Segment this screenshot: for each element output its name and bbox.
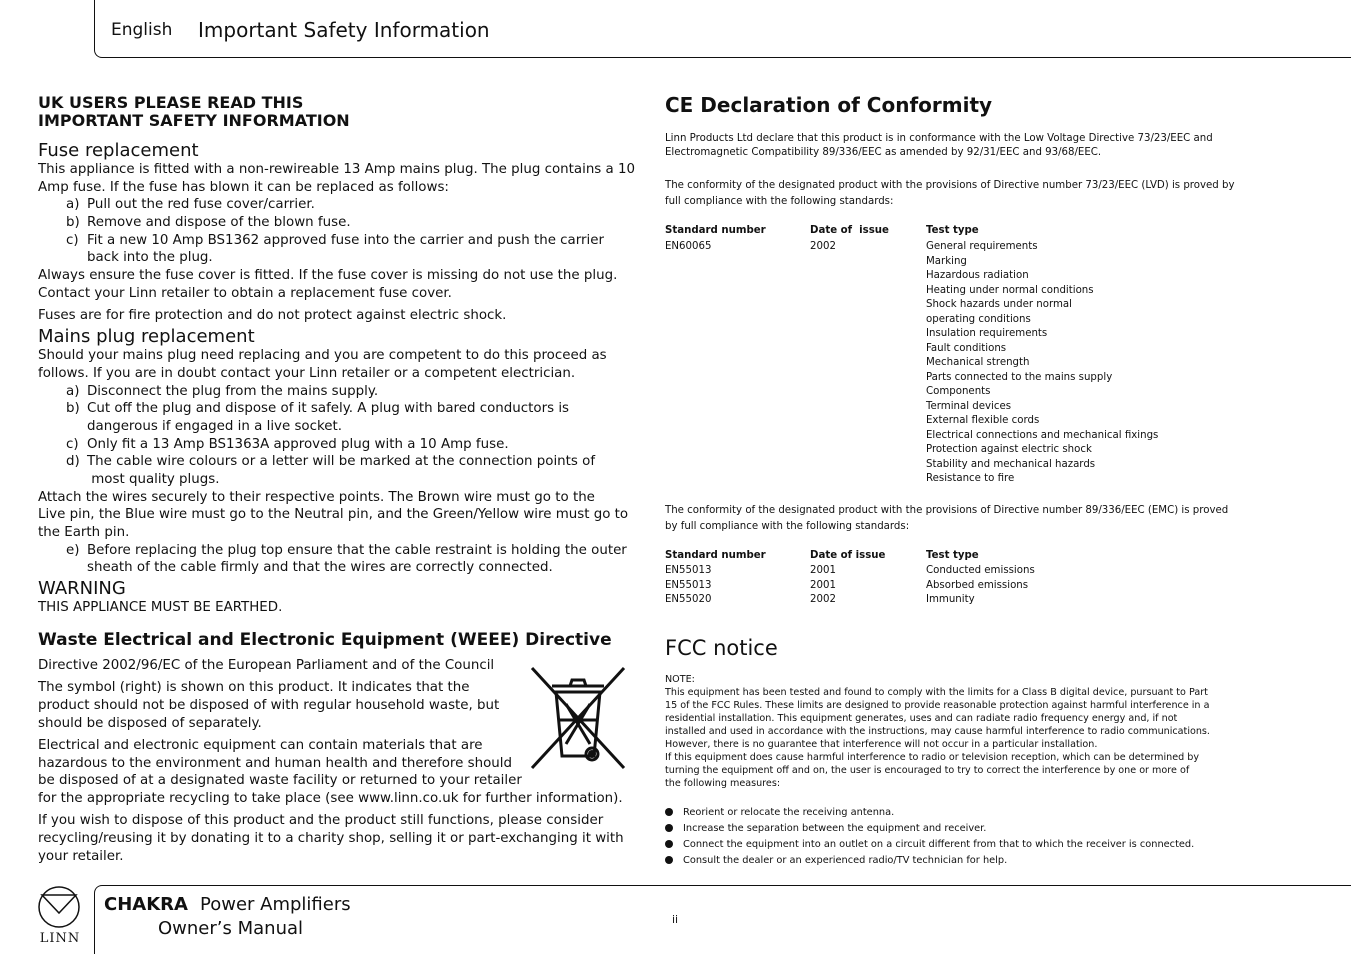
fcc-line: residential installation. This equipment generates, uses and can radiate radio frequency energy and, if not — [665, 713, 1178, 724]
footer-manual: Owner’s Manual — [158, 918, 304, 939]
uk-heading-line2: IMPORTANT SAFETY INFORMATION — [38, 111, 350, 130]
crossed-out-wheelie-bin-icon — [528, 664, 628, 774]
bullet-dot-icon — [665, 824, 673, 832]
lvd-test-item: Fault conditions — [926, 342, 1007, 354]
lvd-test-item: Shock hazards under normal — [926, 299, 1072, 310]
fcc-line: If this equipment does cause harmful interference to radio or television reception, which can be determined by — [665, 752, 1200, 763]
mains-step-d-text-1: The cable wire colours or a letter will be marked at the connection points of — [87, 454, 596, 469]
fcc-bullet-text: Connect the equipment into an outlet on a circuit different from that to which the receiver is connected. — [683, 839, 1195, 850]
footer-product: Power Amplifiers — [200, 894, 351, 915]
mains-step-b-text-2: dangerous if engaged in a live socket. — [87, 419, 343, 434]
header-language: English — [111, 20, 173, 40]
lvd-test-item: Heating under normal conditions — [926, 284, 1094, 296]
bullet-dot-icon — [665, 856, 673, 864]
emc-row-date: 2001 — [810, 565, 836, 576]
lvd-header-date: Date of issue — [810, 225, 889, 236]
emc-text-2: by full compliance with the following standards: — [665, 521, 910, 532]
weee-elec-3: be disposed of at a designated waste facility or returned to your retailer — [38, 773, 522, 788]
fcc-line: 15 of the FCC Rules. These limits are designed to provide reasonable protection against harmful interference in a — [665, 700, 1210, 711]
fcc-line: the following measures: — [665, 778, 781, 789]
step-e-text-1: Before replacing the plug top ensure that the cable restraint is holding the outer — [87, 543, 627, 558]
weee-elec-1: Electrical and electronic equipment can contain materials that are — [38, 738, 483, 753]
ce-heading: CE Declaration of Conformity — [665, 93, 993, 117]
fcc-line: installed and used in accordance with the instructions, may cause harmful interference to radio communications. — [665, 726, 1210, 737]
emc-row-standard: EN55013 — [665, 565, 712, 576]
lvd-test-item: Resistance to fire — [926, 473, 1015, 484]
emc-row-date: 2001 — [810, 579, 836, 591]
weee-dispose-3: your retailer. — [38, 849, 124, 864]
emc-row-test: Immunity — [926, 594, 975, 605]
lvd-test-item: Insulation requirements — [926, 328, 1048, 339]
fcc-bullet-item — [665, 854, 1007, 867]
emc-text-1: The conformity of the designated product with the provisions of Directive number 89/336/EEC (EMC) is proved — [665, 505, 1229, 516]
fcc-bullet-text: Reorient or relocate the receiving antenna. — [683, 807, 895, 818]
emc-row-date: 2002 — [810, 594, 836, 605]
fcc-bullet-text: Consult the dealer or an experienced radio/TV technician for help. — [683, 855, 1008, 866]
mains-step-a-text: Disconnect the plug from the mains supply. — [87, 384, 379, 399]
step-e-text-2: sheath of the cable firmly and that the wires are correctly connected. — [87, 560, 553, 575]
lvd-header-standard: Standard number — [665, 225, 766, 236]
fuse-step-b-text: Remove and dispose of the blown fuse. — [87, 215, 351, 230]
lvd-test-item: Marking — [926, 255, 967, 267]
weee-elec-4: for the appropriate recycling to take place (see www.linn.co.uk for further information). — [38, 791, 623, 806]
warning-heading: WARNING — [38, 578, 126, 599]
mains-step-d-text-2: most quality plugs. — [87, 472, 220, 487]
lvd-header-test: Test type — [926, 225, 979, 236]
linn-logo-text: LINN — [39, 931, 81, 946]
mains-step-d-marker: d) — [66, 454, 80, 469]
lvd-date: 2002 — [810, 241, 836, 252]
attach-2: Live pin, the Blue wire must go to the Neutral pin, and the Green/Yellow wire must go to — [38, 507, 629, 522]
lvd-test-item: External flexible cords — [926, 415, 1040, 426]
mains-step-c-marker: c) — [66, 437, 79, 452]
emc-header-standard: Standard number — [665, 550, 766, 561]
emc-row-test: Conducted emissions — [926, 565, 1035, 576]
ce-intro-1: Linn Products Ltd declare that this product is in conformance with the Low Voltage Directive 73/23/EEC and — [665, 133, 1213, 144]
weee-symbol-1: The symbol (right) is shown on this product. It indicates that the — [38, 680, 470, 695]
fcc-bullet-text: Increase the separation between the equipment and receiver. — [683, 823, 987, 834]
lvd-test-item: Parts connected to the mains supply — [926, 371, 1113, 383]
page-number: ii — [672, 913, 679, 926]
ce-intro-2: Electromagnetic Compatibility 89/336/EEC as amended by 92/31/EEC and 93/68/EEC. — [665, 147, 1102, 158]
fcc-line: This equipment has been tested and found to comply with the limits for a Class B digital device, pursuant to Part — [665, 687, 1208, 698]
lvd-test-item: Mechanical strength — [926, 357, 1030, 368]
lvd-text-2: full compliance with the following standards: — [665, 196, 894, 207]
emc-header-test: Test type — [926, 550, 979, 561]
weee-heading: Waste Electrical and Electronic Equipment (WEEE) Directive — [38, 630, 612, 650]
lvd-test-item: Stability and mechanical hazards — [926, 458, 1096, 470]
mains-intro-2: follows. If you are in doubt contact your Linn retailer or a competent electrician. — [38, 366, 576, 381]
bullet-dot-icon — [665, 840, 673, 848]
fcc-line: However, there is no guarantee that interference will not occur in a particular installation. — [665, 739, 1098, 750]
lvd-test-item: Electrical connections and mechanical fixings — [926, 429, 1159, 441]
mains-heading: Mains plug replacement — [38, 326, 255, 347]
fuse-note: Fuses are for fire protection and do not protect against electric shock. — [38, 308, 507, 323]
fcc-bullet-item — [665, 822, 986, 835]
warning-text: THIS APPLIANCE MUST BE EARTHED. — [38, 600, 283, 615]
lvd-test-item: General requirements — [926, 241, 1038, 252]
mains-step-c-text: Only fit a 13 Amp BS1363A approved plug with a 10 Amp fuse. — [87, 437, 509, 452]
fuse-step-a-text: Pull out the red fuse cover/carrier. — [87, 197, 315, 212]
fuse-after-1: Always ensure the fuse cover is fitted. If the fuse cover is missing do not use the plug. — [38, 268, 618, 283]
lvd-test-item: Components — [926, 386, 991, 397]
bullet-dot-icon — [665, 808, 673, 816]
lvd-test-item: Protection against electric shock — [926, 444, 1092, 455]
fuse-after-2: Contact your Linn retailer to obtain a replacement fuse cover. — [38, 286, 452, 301]
attach-1: Attach the wires securely to their respective points. The Brown wire must go to the — [38, 490, 595, 505]
fcc-bullet-item — [665, 838, 1194, 851]
mains-step-a-marker: a) — [66, 384, 80, 399]
fuse-intro-2: Amp fuse. If the fuse has blown it can be replaced as follows: — [38, 180, 449, 195]
mains-step-b-text-1: Cut off the plug and dispose of it safely. A plug with bared conductors is — [87, 401, 570, 416]
mains-step-b-marker: b) — [66, 401, 80, 416]
fuse-step-c-marker: c) — [66, 233, 79, 248]
fuse-step-b-marker: b) — [66, 215, 80, 230]
step-e-marker: e) — [66, 543, 80, 558]
fuse-heading: Fuse replacement — [38, 140, 199, 161]
footer-brand: CHAKRA — [104, 894, 188, 915]
uk-heading-line1: UK USERS PLEASE READ THIS — [38, 93, 304, 112]
emc-row-standard: EN55013 — [665, 579, 712, 591]
weee-dispose-1: If you wish to dispose of this product and the product still functions, please consider — [38, 813, 604, 828]
fcc-bullet-item — [665, 806, 894, 819]
lvd-test-item: operating conditions — [926, 313, 1031, 325]
weee-symbol-2: product should not be disposed of with regular household waste, but — [38, 698, 500, 713]
fuse-step-c-text-2: back into the plug. — [87, 250, 213, 265]
lvd-test-item: Terminal devices — [926, 400, 1012, 412]
linn-logo-icon — [36, 883, 86, 929]
weee-symbol-3: should be disposed of separately. — [38, 716, 262, 731]
emc-row-standard: EN55020 — [665, 594, 712, 605]
lvd-test-item: Hazardous radiation — [926, 270, 1029, 281]
fcc-heading: FCC notice — [665, 636, 778, 660]
attach-3: the Earth pin. — [38, 525, 130, 540]
fcc-line: turning the equipment off and on, the user is encouraged to try to correct the interference by one or more of — [665, 765, 1190, 776]
mains-intro-1: Should your mains plug need replacing and you are competent to do this proceed as — [38, 348, 607, 363]
emc-row-test: Absorbed emissions — [926, 579, 1029, 591]
lvd-standard: EN60065 — [665, 241, 712, 252]
weee-directive: Directive 2002/96/EC of the European Parliament and of the Council — [38, 658, 495, 673]
fuse-intro-1: This appliance is fitted with a non-rewireable 13 Amp mains plug. The plug contains a 10 — [38, 162, 636, 177]
weee-dispose-2: recycling/reusing it by donating it to a charity shop, selling it or part-exchanging it with — [38, 831, 624, 846]
fcc-line: NOTE: — [665, 674, 695, 685]
weee-elec-2: hazardous to the environment and human health and therefore should — [38, 756, 512, 771]
emc-header-date: Date of issue — [810, 550, 886, 561]
lvd-text-1: The conformity of the designated product with the provisions of Directive number 73/23/EEC (LVD) is proved by — [665, 180, 1235, 191]
fuse-step-c-text-1: Fit a new 10 Amp BS1362 approved fuse into the carrier and push the carrier — [87, 233, 604, 248]
fuse-step-a-marker: a) — [66, 197, 80, 212]
header-title: Important Safety Information — [198, 18, 490, 42]
